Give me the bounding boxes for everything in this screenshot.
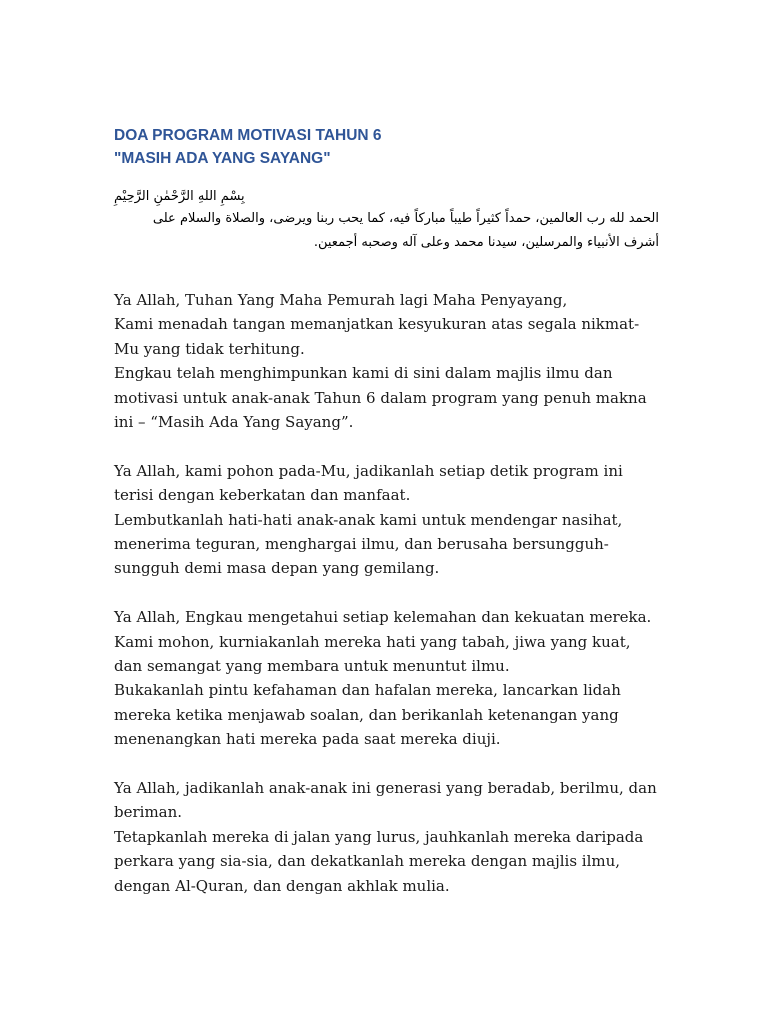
paragraph-line: Tetapkanlah mereka di jalan yang lurus, jauhkanlah mereka daripada perkara yang sia-sia, dan dekatkanlah mereka dengan majlis ilmu, dengan Al-Quran, dan dengan akhlak mulia. bbox=[114, 827, 644, 895]
paragraph-line: Engkau telah menghimpunkan kami di sini dalam majlis ilmu dan motivasi untuk anak-anak Tahun 6 dalam program yang penuh makna ini – “Masih Ada Yang Sayang”. bbox=[114, 364, 647, 432]
paragraph-1 bbox=[114, 288, 659, 434]
paragraph-2 bbox=[114, 459, 659, 581]
paragraph-line: Bukakanlah pintu kefahaman dan hafalan mereka, lancarkan lidah mereka ketika menjawab soalan, dan berikanlah ketenangan yang menenangkan hati mereka pada saat mereka diuji. bbox=[114, 681, 621, 749]
paragraph-line: Kami mohon, kurniakanlah mereka hati yang tabah, jiwa yang kuat, dan semangat yang membara untuk menuntut ilmu. bbox=[114, 632, 631, 676]
paragraph-3 bbox=[114, 605, 659, 751]
arabic-opening-paragraph: الحمد لله رب العالمين، حمداً كثيراً طيباً مباركاً فيه، كما يحب ربنا ويرضى، والصلاة والسلام على أشرف الأنبياء والمرسلين، سيدنا محمد وعلى آله وصحبه أجمعين. bbox=[152, 211, 659, 250]
document-title-line-2: "MASIH ADA YANG SAYANG" bbox=[114, 150, 331, 167]
paragraph-line: Ya Allah, Engkau mengetahui setiap kelemahan dan kekuatan mereka. bbox=[114, 608, 652, 627]
basmala-text: بِسْمِ اللهِ الرَّحْمٰنِ الرَّحِيْمِ bbox=[114, 189, 245, 204]
document-page bbox=[114, 124, 659, 898]
paragraph-line: Ya Allah, kami pohon pada-Mu, jadikanlah setiap detik program ini terisi dengan keberkatan dan manfaat. bbox=[114, 461, 623, 505]
paragraph-line: Lembutkanlah hati-hati anak-anak kami untuk mendengar nasihat, menerima teguran, menghargai ilmu, dan berusaha bersungguh-sungguh demi masa depan yang gemilang. bbox=[114, 510, 623, 578]
paragraph-line: Kami menadah tangan memanjatkan kesyukuran atas segala nikmat-Mu yang tidak terhitung. bbox=[114, 315, 640, 358]
paragraph-line: Ya Allah, jadikanlah anak-anak ini generasi yang beradab, berilmu, dan beriman. bbox=[114, 779, 657, 822]
paragraph-4 bbox=[114, 776, 659, 898]
paragraph-line: Ya Allah, Tuhan Yang Maha Pemurah lagi Maha Penyayang, bbox=[114, 291, 568, 309]
document-title-line-1: DOA PROGRAM MOTIVASI TAHUN 6 bbox=[114, 127, 382, 144]
